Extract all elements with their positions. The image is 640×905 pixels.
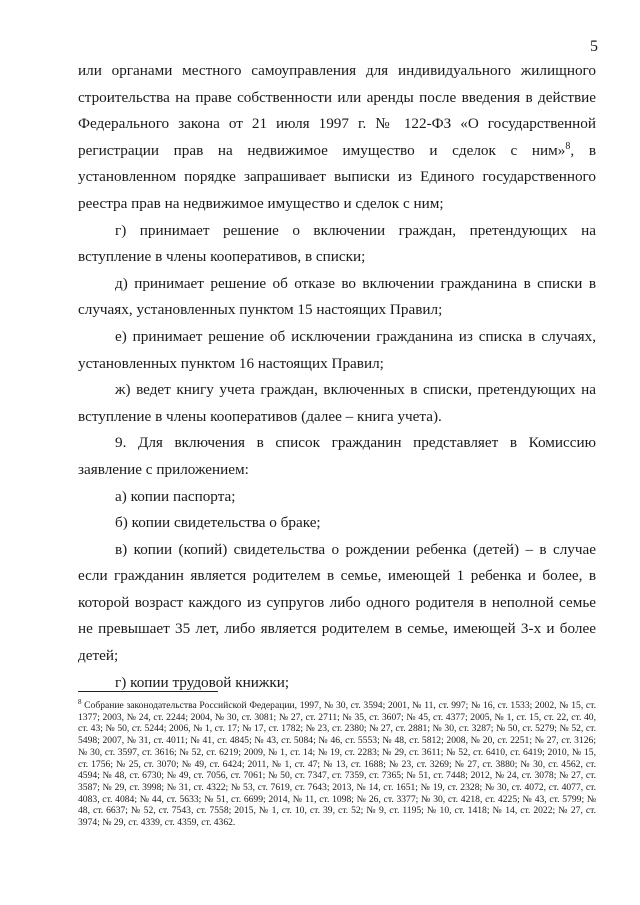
footnote-reference: 8 (565, 140, 571, 152)
list-item-g: г) принимает решение о включении граждан, претендующих на вступление в члены кооперативов, в списки; (78, 221, 596, 266)
attachment-item-b: б) копии свидетельства о браке; (115, 514, 321, 532)
list-item-d: д) принимает решение об отказе во включении гражданина в списки в случаях, установленных пунктом 15 настоящих Правил; (78, 274, 596, 319)
paragraph-continuation (78, 58, 596, 218)
paragraph-text-after-reference: , в установленном порядке запрашивает выписки из Единого государственного реестра прав на недвижимое имущество и сделок с ним; (78, 141, 597, 212)
attachment-item-v: в) копии (копий) свидетельства о рождении ребенка (детей) – в случае если гражданин является родителем в семье, имеющей 1 ребенка и более, в которой возраст каждого из супругов либо одного родителя в неполной семье не превышает 35 лет, либо является родителем в семье, имеющей 3-х и более детей; (78, 540, 596, 665)
list-item-zh: ж) ведет книгу учета граждан, включенных в списки, претендующих на вступление в члены кооперативов (далее – книга учета). (78, 381, 596, 425)
footnote-text: Собрание законодательства Российской Федерации, 1997, № 30, ст. 3594; 2001, № 11, ст. 997; № 16, ст. 1533; 2002, № 15, ст. 1377; 2003, № 24, ст. 2244; 2004, № 30, ст. 3081; № 27, ст. 2711; № 35, ст. 3607; № 45, ст. 4377; 2005, № 1, ст. 15, ст. 22, ст. 40, ст. 43; № 50, ст. 5244; 2006, № 1, ст. 17; № 17, ст. 1782; № 23, ст. 2380; № 27, ст. 2881; № 30, ст. 3287; № 50, ст. 5279; № 52, ст. 5498; 2007, № 31, ст. 4011; № 41, ст. 4845; № 43, ст. 5084; № 46, ст. 5553; № 48, ст. 5812; 2008, № 20, ст. 2251; № 27, ст. 3126; № 30, ст. 3597, ст. 3616; № 52, ст. 6219; 2009, № 1, ст. 14; № 19, ст. 2283; № 29, ст. 3611; № 52, ст. 6410, ст. 6419; 2010, № 15, ст. 1756; № 25, ст. 3070; № 49, ст. 6424; 2011, № 1, ст. 47; № 13, ст. 1688; № 23, ст. 3269; № 27, ст. 3880; № 30, ст. 4562, ст. 4594; № 48, ст. 6730; № 49, ст. 7056, ст. 7061; № 50, ст. 7347, ст. 7359, ст. 7365; № 51, ст. 7448; 2012, № 24, ст. 3078; № 27, ст. 3587; № 29, ст. 3998; № 31, ст. 4322; № 53, ст. 7619, ст. 7643; 2013, № 14, ст. 1651; № 19, ст. 2328; № 30, ст. 4072, ст. 4077, ст. 4083, ст. 4084; № 44, ст. 5633; № 51, ст. 6699; 2014, № 11, ст. 1098; № 26, ст. 3377; № 30, ст. 4218, ст. 4225; № 43, ст. 5799; № 48, ст. 6637; № 52, ст. 7543, ст. 7558; 2015, № 1, ст. 10, ст. 39, ст. 52; № 9, ст. 1195; № 10, ст. 1418; № 14, ст. 2022; № 27, ст. 3974; № 29, ст. 4339, ст. 4359, ст. 4362. (78, 700, 596, 829)
attachment-item-g: г) копии трудовой книжки; (115, 673, 290, 691)
clause-9: 9. Для включения в список гражданин представляет в Комиссию заявление с приложением: (78, 434, 596, 478)
paragraph-text: или органами местного самоуправления для индивидуального жилищного строительства на праве собственности или аренды после введения в действие Федерального закона от 21 июля 1997 г. № 122-ФЗ «О государственной регистрации прав на недвижимое имущество и сделок с ним» (78, 62, 596, 159)
footnote (78, 697, 596, 829)
document-body (78, 58, 596, 696)
page-number: 5 (590, 38, 598, 55)
attachment-item-a: а) копии паспорта; (115, 487, 236, 505)
footnote-divider (78, 691, 218, 692)
list-item-e: е) принимает решение об исключении гражданина из списка в случаях, установленных пунктом 16 настоящих Правил; (78, 327, 596, 372)
footnote-marker: 8 (78, 697, 82, 706)
